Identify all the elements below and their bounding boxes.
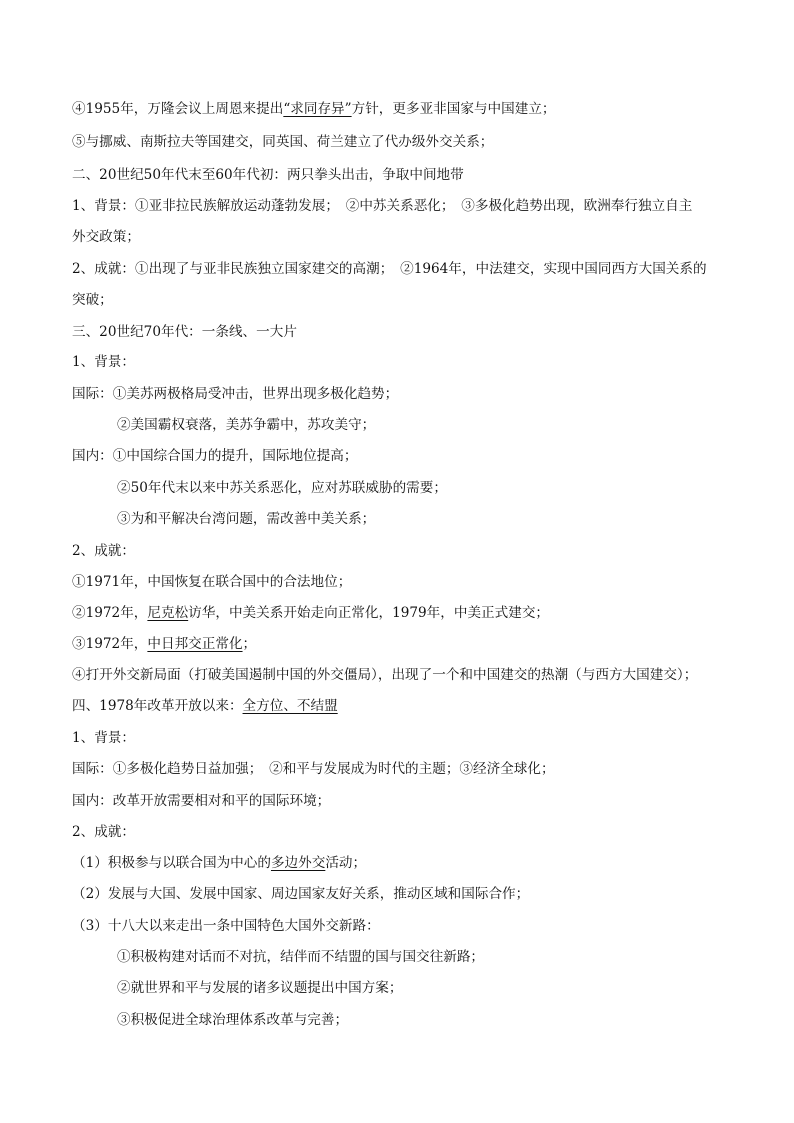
text-run: ④1955年，万隆会议上周恩来提出 [72,101,284,117]
text-line: ③积极促进全球治理体系改革与完善； [117,1012,349,1028]
text-run: 活动； [325,855,367,871]
text-line: 2、成就：①出现了与亚非民族独立国家建交的高潮； ②1964年，中法建交，实现中国同西方大国关系的 [72,261,707,277]
text-line: 1、背景： [72,730,136,746]
text-line: 突破； [72,292,113,308]
text-line: （3）十八大以来走出一条中国特色大国外交新路： [72,918,380,934]
section-heading [72,696,734,716]
text-line: 1、背景：①亚非拉民族解放运动蓬勃发展； ②中苏关系恶化； ③多极化趋势出现，欧洲奉行独立自主 [72,198,693,214]
text-line: ⑤与挪威、南斯拉夫等国建交，同英国、荷兰建立了代办级外交关系； [72,134,494,150]
text-run: （1）积极参与以联合国为中心的 [72,855,271,871]
text-line: 国际：①多极化趋势日益加强； ②和平与发展成为时代的主题；③经济全球化； [72,761,555,777]
section-heading: 二、20世纪50年代末至60年代初：两只拳头出击，争取中间地带 [72,167,464,183]
underlined-term: 多边外交 [270,855,326,871]
text-line: ②50年代末以来中苏关系恶化，应对苏联威胁的需要； [117,480,447,496]
underlined-term: 尼克松 [147,605,189,621]
text-line: 国际：①美苏两极格局受冲击，世界出现多极化趋势； [72,386,399,402]
underlined-term: 全方位、不结盟 [242,698,338,714]
text-line: ②美国霸权衰落，美苏争霸中，苏攻美守； [117,417,376,433]
text-line: ②就世界和平与发展的诸多议题提出中国方案； [117,980,403,996]
underlined-term: “求同存异” [283,101,352,117]
text-run: ②1972年， [72,605,148,621]
text-line [72,99,734,119]
text-run: ； [541,101,556,117]
text-run: 四、1978年改革开放以来： [72,698,243,714]
text-run: 访华，中美关系开始走向正常化，1979年，中美正式建交； [188,605,550,621]
text-line: ③为和平解决台湾问题，需改善中美关系； [117,511,376,527]
text-line: ①积极构建对话而不对抗，结伴而不结盟的国与国交往新路； [117,949,485,965]
text-line: ④打开外交新局面（打破美国遏制中国的外交僵局），出现了一个和中国建交的热潮（与西方大国建交）； [72,667,698,683]
text-run: 方针，更多亚非国家与中国建立 [351,101,542,117]
underlined-term: 中日邦交正常化 [147,636,243,652]
section-heading: 三、20世纪70年代：一条线、一大片 [72,324,297,340]
text-line: 2、成就： [72,543,136,559]
text-line: 外交政策； [72,229,140,245]
text-line: 2、成就： [72,824,136,840]
text-line [72,853,734,873]
text-line: 国内：①中国综合国力的提升，国际地位提高； [72,448,358,464]
text-line: （2）发展与大国、发展中国家、周边国家友好关系，推动区域和国际合作； [72,886,530,902]
text-line: 1、背景： [72,354,136,370]
text-run: ③1972年， [72,636,148,652]
text-line: 国内：改革开放需要相对和平的国际环境； [72,793,331,809]
text-line [72,634,734,654]
text-line: ①1971年，中国恢复在联合国中的合法地位； [72,574,352,590]
text-run: ； [242,636,257,652]
text-line [72,603,734,623]
